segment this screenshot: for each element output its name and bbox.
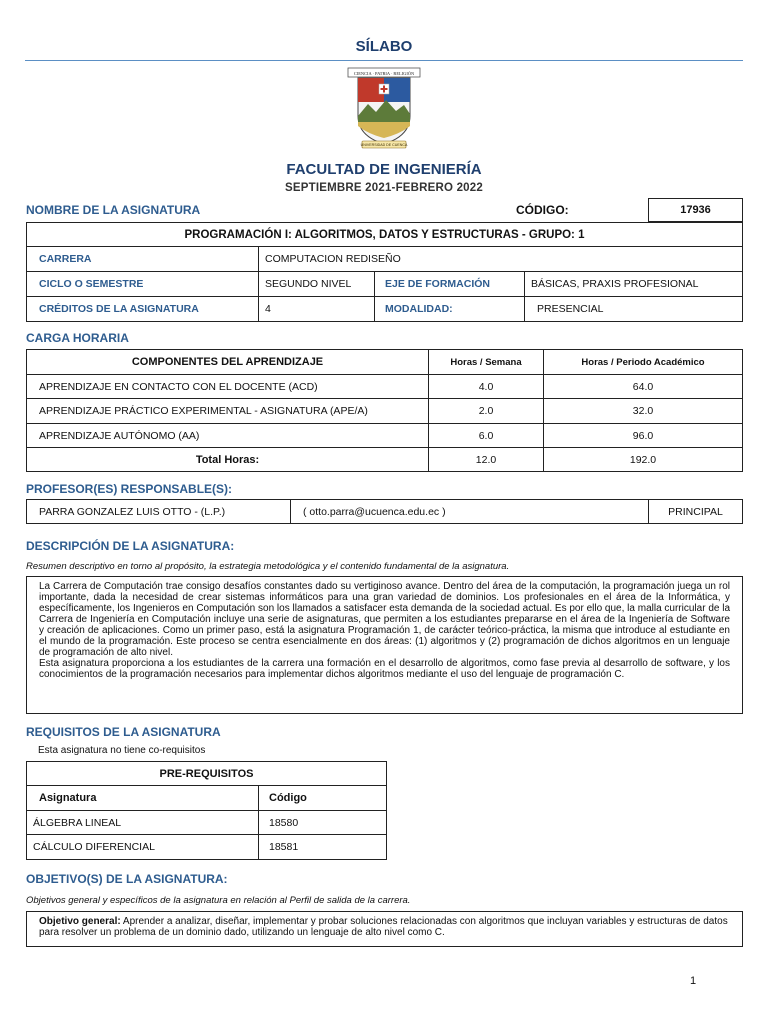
course-name-label: NOMBRE DE LA ASIGNATURA: [26, 203, 201, 217]
course-code-value: 17936: [648, 198, 743, 222]
professor-name: PARRA GONZALEZ LUIS OTTO - (L.P.): [27, 500, 291, 524]
workload-header-week: Horas / Semana: [429, 350, 544, 375]
workload-row-week: 2.0: [429, 399, 544, 424]
objectives-section-title: OBJETIVO(S) DE LA ASIGNATURA:: [26, 872, 228, 886]
workload-row-week: 4.0: [429, 375, 544, 399]
credits-value: 4: [259, 297, 375, 322]
career-label: CARRERA: [27, 247, 259, 272]
description-paragraph: Esta asignatura proporciona a los estudiantes de la carrera una formación en el desarrollo de algoritmos, como fase previa al desarrollo de software, y los conocimientos de la programación necesarios para implementar dichos algoritmos mediante el uso del lenguaje de programación C.: [39, 658, 730, 680]
description-subtitle: Resumen descriptivo en torno al propósito, la estrategia metodológica y el contenido fundamental de la asignatura.: [26, 561, 510, 572]
cycle-label: CICLO O SEMESTRE: [27, 272, 259, 297]
logo-caption-text: UNIVERSIDAD DE CUENCA: [360, 143, 408, 147]
workload-header-component: COMPONENTES DEL APRENDIZAJE: [27, 350, 429, 375]
modality-value: PRESENCIAL: [525, 297, 743, 322]
academic-period: SEPTIEMBRE 2021-FEBRERO 2022: [285, 182, 483, 194]
workload-header-period: Horas / Periodo Académico: [544, 350, 743, 375]
co-requisites-note: Esta asignatura no tiene co-requisitos: [38, 745, 206, 756]
course-code-label: CÓDIGO:: [516, 203, 569, 217]
credits-label: CRÉDITOS DE LA ASIGNATURA: [27, 297, 259, 322]
requirements-section-title: REQUISITOS DE LA ASIGNATURA: [26, 725, 221, 739]
prerequisites-title: PRE-REQUISITOS: [27, 762, 387, 786]
workload-total-week: 12.0: [429, 448, 544, 472]
prerequisites-header-subject: Asignatura: [27, 786, 259, 811]
workload-row-label: APRENDIZAJE AUTÓNOMO (AA): [27, 424, 429, 448]
objectives-subtitle: Objetivos general y específicos de la asignatura en relación al Perfil de salida de la carrera.: [26, 895, 411, 906]
workload-total-period: 192.0: [544, 448, 743, 472]
description-box: [26, 576, 743, 714]
workload-total-label: Total Horas:: [27, 448, 429, 472]
workload-row-period: 32.0: [544, 399, 743, 424]
prerequisite-code: 18581: [259, 835, 387, 860]
professors-table: [26, 499, 743, 524]
workload-table: [26, 349, 743, 472]
course-info-table: [26, 222, 743, 322]
general-objective-box: [26, 911, 743, 947]
faculty-title: FACULTAD DE INGENIERÍA: [286, 161, 482, 178]
workload-section-title: CARGA HORARIA: [26, 331, 129, 345]
axis-label: EJE DE FORMACIÓN: [375, 272, 525, 297]
professor-email: ( otto.parra@ucuenca.edu.ec ): [291, 500, 649, 524]
modality-label: MODALIDAD:: [375, 297, 525, 322]
workload-row-week: 6.0: [429, 424, 544, 448]
workload-row-period: 64.0: [544, 375, 743, 399]
cycle-value: SEGUNDO NIVEL: [259, 272, 375, 297]
workload-row-label: APRENDIZAJE PRÁCTICO EXPERIMENTAL - ASIGNATURA (APE/A): [27, 399, 429, 424]
description-section-title: DESCRIPCIÓN DE LA ASIGNATURA:: [26, 539, 235, 553]
course-full-name: PROGRAMACIÓN I: ALGORITMOS, DATOS Y ESTRUCTURAS - GRUPO: 1: [27, 223, 743, 247]
page-number: 1: [690, 975, 697, 987]
prerequisites-header-code: Código: [259, 786, 387, 811]
professors-section-title: PROFESOR(ES) RESPONSABLE(S):: [26, 482, 233, 496]
professor-role: PRINCIPAL: [649, 500, 743, 524]
university-crest-logo: [344, 64, 424, 150]
title-divider: [25, 60, 743, 61]
axis-value: BÁSICAS, PRAXIS PROFESIONAL: [525, 272, 743, 297]
general-objective-text: Aprender a analizar, diseñar, implementar y probar soluciones relacionadas con algoritmos que incluyan variables y estructuras de datos para resolver un problema de un dominio dado, utilizando un lenguaje de alto nivel como C.: [39, 916, 728, 938]
workload-row-period: 96.0: [544, 424, 743, 448]
general-objective-label: Objetivo general:: [39, 916, 121, 927]
logo-banner-text: CIENCIA · PATRIA · RELIGIÓN: [353, 71, 415, 76]
prerequisite-subject: CÁLCULO DIFERENCIAL: [27, 835, 259, 860]
career-value: COMPUTACION REDISEÑO: [259, 247, 743, 272]
description-paragraph: La Carrera de Computación trae consigo desafíos constantes dado su vertiginoso avance. Dentro del área de la computación, la programación juega un rol importante, dada la necesidad de crear sistemas informáticos para una gran variedad de dominios. Los profesionales en el área de la Informática, y específicamente, los Ingenieros en Computación son los llamados a satisfacer esta demanda de la sociedad actual. Es por ello que, la malla curricular de la Carrera de Ingeniería en Computación incluye una serie de asignaturas, que permiten a los estudiantes prepararse en el área de la Ingeniería de Software y creación de aplicaciones. Como un primer paso, está la asignatura Programación 1, de carácter teórico-práctica, la misma que introduce al estudiante en el mundo de la programación. Este proceso se centra esencialmente en dos áreas: (1) algoritmos y (2) programación de dichos algoritmos en un lenguaje de programación de alto nivel.: [39, 581, 730, 658]
prerequisite-subject: ÁLGEBRA LINEAL: [27, 811, 259, 835]
prerequisite-code: 18580: [259, 811, 387, 835]
prerequisites-table: [26, 761, 387, 860]
workload-row-label: APRENDIZAJE EN CONTACTO CON EL DOCENTE (ACD): [27, 375, 429, 399]
page-title: SÍLABO: [355, 38, 413, 55]
